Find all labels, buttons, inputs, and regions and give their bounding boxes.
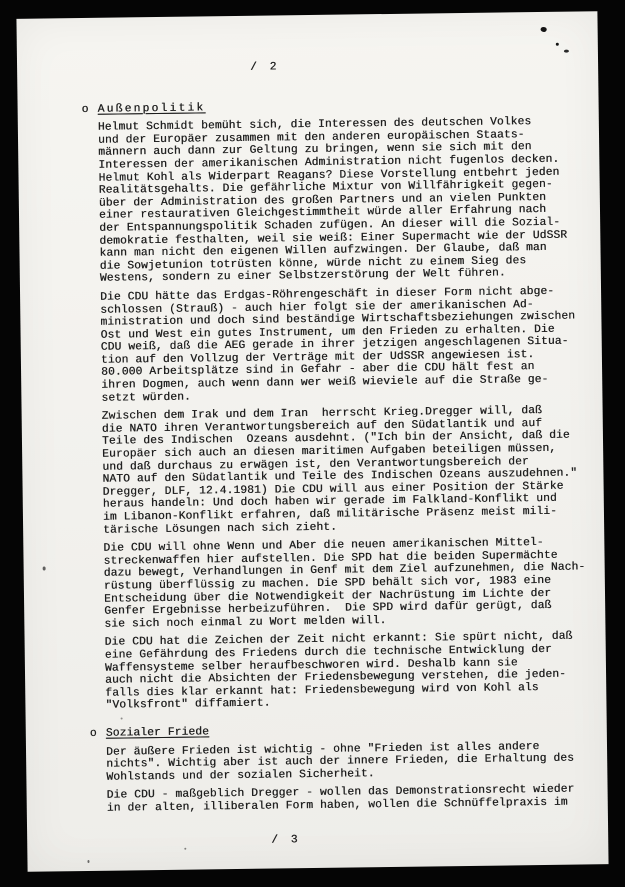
bullet-marker: o: [81, 103, 89, 116]
page-content: [16, 11, 608, 851]
section-heading: Sozialer Friede: [105, 726, 210, 740]
bullet-marker: o: [89, 727, 97, 740]
document-page: [16, 11, 608, 872]
section-sozialer-friede: [89, 721, 598, 815]
section-heading-row: [81, 97, 589, 116]
section-heading: Außenpolitik: [97, 101, 206, 116]
paragraph: Die CDU - maßgeblich Dregger - wollen das Demonstrationsrecht wieder in der alten, illiberalen Form haben, wollen die Schnüffelpraxis im: [106, 783, 575, 815]
paragraph: Zwischen dem Irak und dem Iran herrscht Krieg.Dregger will, daß die NATO ihren Verantwortungsbereich auf den Südatlantik und auf Teile des Indischen Ozeans ausdehnt. ("Ich bin der Ansicht, daß die Europäer sich auch an diesen maritimen Aufgaben beteiligen müssen, und daß durchaus zu erwägen ist, den Verantwortungsbereich der NATO auf den Südatlantik und Teile des Indischen Ozeans auszudehnen." Dregger, DLF, 12.4.1981) Die CDU will aus einer Position der Stärke heraus handeln: Und doch haben wir gerade im Falkland-Konflikt und im Libanon-Konflikt erfahren, daß militärische Präsenz meist mili- tärische Lösungen nach sich zieht.: [101, 405, 578, 537]
paragraph: Die CDU hat die Zeichen der Zeit nicht erkannt: Sie spürt nicht, daß eine Gefährdung des Friedens durch die technische Entwicklung der Waffensysteme selber heraufbeschworen wird. Deshalb kann sie auch nicht die Absichten der Friedensbewegung verstehen, die jeden- falls dies klar erkannt hat: Friedensbewegung wird von Kohl als "Volksfront" diffamiert.: [104, 630, 573, 713]
paragraph: Der äußere Frieden ist wichtig - ohne "Frieden ist alles andere nichts". Wichtig aber ist auch der innere Frieden, die Erhaltung des Wohlstands und der sozialen Sicherheit.: [105, 740, 575, 784]
paragraph: Helmut Schmidt bemüht sich, die Interessen des deutschen Volkes und der Europäer zusammen mit den anderen europäischen Staats- männern auch dann zur Geltung zu bringen, wenn sie sich mit den Interessen der amerikanischen Administration nicht fugenlos decken. Helmut Kohl als Widerpart Reagans? Diese Vorstellung entbehrt jeden Realitätsgehalts. Die gefährliche Mixtur von Willfährigkeit gegen- über der Administration des großen Partners und an vielen Punkten einer restaurativen Gleichgestimmtheit würde aller Erfahrung nach der Entspannungspolitik Schaden zufügen. An dieser will die Sozial- demokratie festhalten, weil sie weiß: Einer Supermacht wie der UdSSR kann man nicht den eigenen Willen aufzwingen. Der Glaube, daß man die Sowjetunion totrüsten könne, würde nicht zu einem Sieg des Westens, sondern zu einer Selbstzerstörung der Welt führen.: [97, 116, 568, 286]
paragraph: Die CDU hätte das Erdgas-Röhrengeschäft in dieser Form nicht abge- schlossen (Strauß) - auch hier folgt sie der amerikanischen Ad- ministration und doch sind beständige Wirtschaftsbeziehungen zwischen Ost und West ein gutes Instrument, um den Frieden zu erhalten. Die CDU weiß, daß die AEG gerade in ihrer jetzigen angeschlagenen Situa- tion auf den Vollzug der Verträge mit der UdSSR angewiesen ist. 80.000 Arbeitsplätze sind in Gefahr - aber die CDU hält fest an ihren Dogmen, auch wenn dann wer weiß wieviele auf die Straße ge- setzt würden.: [100, 285, 576, 405]
paragraph: Die CDU will ohne Wenn und Aber die neuen amerikanischen Mittel- streckenwaffen hier aufstellen. Die SPD hat die beiden Supermächte dazu bewegt, Verhandlungen in Genf mit dem Ziel aufzunehmen, die Nach- rüstung überflüssig zu machen. Die SPD behält sich vor, 1983 eine Entscheidung über die Notwendigkeit der Nachrüstung im Lichte der Genfer Ergebnisse herbeizuführen. Die SPD wird dafür gerügt, daß sie sich noch einmal zu Wort melden will.: [103, 537, 586, 631]
page-number-top: / 2: [250, 61, 280, 74]
section-heading-row: [89, 721, 597, 740]
page-number-bottom: / 3: [271, 834, 301, 848]
section-aussenpolitik: [81, 97, 597, 713]
scan-speckle: [87, 860, 89, 863]
